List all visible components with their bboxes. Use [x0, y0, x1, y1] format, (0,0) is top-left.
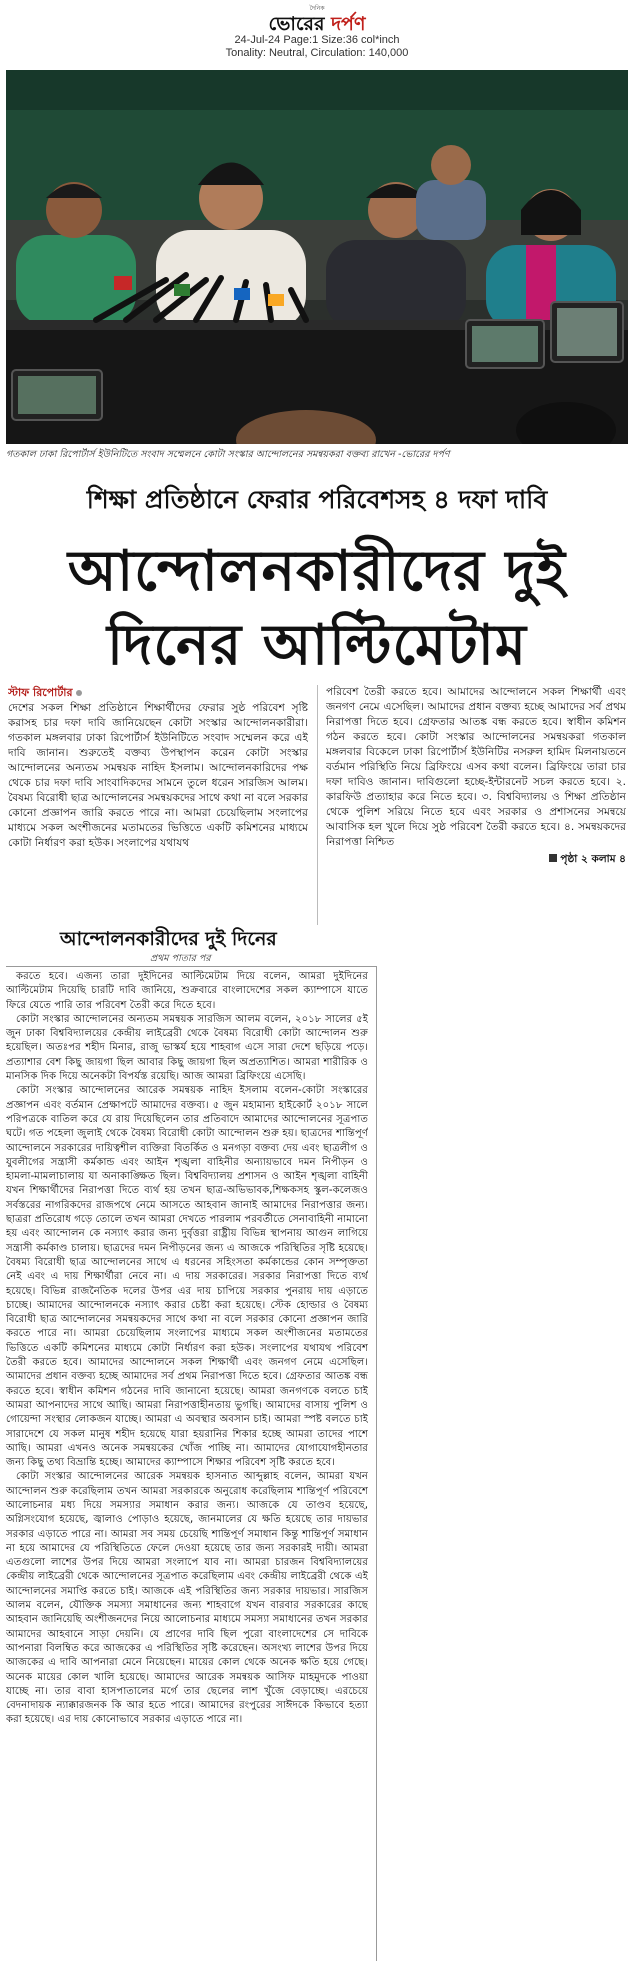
continuation-paragraph: করতে হবে। এজন্য তারা দুইদিনের আল্টিমেটাম দিয়ে বলেন, আমরা দুইদিনের আল্টিমেটাম দিয়েছি চারটি দাবি জানিয়ে, শুক্রবারে বাংলাদেশের সকল ক্যাম্পাসে যাতে ফিরে যেতে পারি তার পরিবেশ তৈরী করে দিতে হবে। [6, 971, 368, 1011]
continuation-paragraph: কোটা সংস্কার আন্দোলনের অন্যতম সমন্বয়ক সারজিস আলম বলেন, ২০১৮ সালের ৫ই জুন ঢাকা বিশ্ববিদ্যালয়ের কেন্দ্রীয় লাইব্রেরী থেকে বৈষম্য বিরোধী কোটা আন্দোলন শুরু হয়েছিল। অতঃপর শহীদ মিনার, রাজু ভাস্কর্য হয়ে শাহবাগ এসে সারা দেশে ছড়িয়ে পড়ে। প্রত্যাশার বেশ কিছু জায়গা ছিল আবার কিছু জায়গা ছিল অপ্রত্যাশিত। আমরা শারীরিক ও মানসিক দিক দিয়ে অনেকটা বিপর্যস্ত রয়েছি। আজ আমরা ব্রিফিংয়ে এসেছি। [6, 1013, 368, 1083]
story-column-2 [326, 685, 626, 925]
continuation-body [6, 970, 368, 1958]
masthead [0, 0, 634, 68]
story-column-1 [8, 685, 308, 925]
headline-line-2: দিনের আল্টিমেটাম [107, 612, 527, 678]
continuation-paragraph: কোটা সংস্কার আন্দোলনের আরেক সমন্বয়ক হাসনাত আব্দুল্লাহ বলেন, আমরা যখন আন্দোলন শুরু করেছিলাম তখন আমরা সরকারকে অনুরোধ করেছিলাম শান্তিপূর্ণ পরিবেশে আলোচনার মধ্য দিয়ে সমস্যার সমাধান করার জন্য। আজকে যে তাণ্ডব হয়েছে, অগ্নিসংযোগ হয়েছে, জ্বালাও পোড়াও হয়েছে, জানমালের যে ক্ষতি হয়েছে তার দায়ভার সরকার এড়াতে পারে না। আমরা সব সময় চেয়েছি শান্তিপূর্ণ সমাধান কিন্তু শান্তিপূর্ণ সমাধান না হয়ে আমাদের যে পরিস্থিতিতে ফেলে দেওয়া হয়েছে তার জন্য সরকারই দায়ী। আমরা এতগুলো লাশের উপর দিয়ে আমরা সংলাপে যাব না। আমরা চারজন বিশ্ববিদ্যালয়ের কেন্দ্রীয় লাইব্রেরী থেকে আন্দোলনের সূত্রপাত করেছিলাম এবং কেন্দ্রীয় লাইব্রেরী থেকে এই আন্দোলনের সমাপ্তি করতে চাই। আজকে এই পরিস্থিতির জন্য সরকার দায়ভার। সারজিস আলম বলেন, যৌক্তিক সমস্যা সমাধানের জন্য শাহবাগে যখন বারবার সরকারের কাছে আহবান জানিয়েছি অংশীজনদের নিয়ে আলোচনার মাধ্যমে সমস্যা সমাধানের তখন সরকার আমাদের আহবানে সাড়া দেয়নি। যে প্রাণের দাবি ছিল পুরো বাংলাদেশের সে দাবিকে আপনারা বিলম্বিত করে আজকের এ পরিস্থিতির সৃষ্টি করেছেন। অসংখ্য লাশের উপর দিয়ে আজকের এ দাবি আপনারা মেনে নিয়েছেন। মায়ের কোল থেকে অনেক ক্ষতি হয়ে গেছে। অনেক মায়ের কোল খালি হয়েছে। আমাদের আরেক সমন্বয়ক আসিফ মাহমুদকে পাওয়া যাচ্ছে না। তার বাবা হাসপাতালের মর্গে তার ছেলের লাশ খুঁজে বেড়াচ্ছে। এরচেয়ে বেদনাদায়ক ন্যাক্কারজনক কি আর হতে পারে। আমাদের রংপুরের সাঈদকে কিভাবে হত্যা করা হয়েছে। এর দায় কোনোভাবে সরকার এড়াতে পারে না। [6, 1471, 368, 1726]
square-bullet-icon [549, 854, 557, 862]
byline-bullet-icon [76, 690, 82, 696]
logo-part-2: দর্পণ [331, 13, 366, 35]
byline: স্টাফ রিপোর্টার [8, 686, 73, 699]
story-column-1-text: দেশের সকল শিক্ষা প্রতিষ্ঠানে শিক্ষার্থীদের ফেরার সুষ্ঠ পরিবেশ সৃষ্টি করাসহ চার দফা দাবি জানিয়েছেন কোটা সংস্কার আন্দোলনকারীরা। গতকাল মঙ্গলবার ঢাকা রিপোর্টার্স ইউনিটিতে সংবাদ সম্মেলন করে এই দাবি জানান। শুরুতেই বক্তব্য উপস্থাপন করেন কোটা সংস্কার আন্দোলনের অন্যতম সমন্বয়ক নাহিদ ইসলাম। আন্দোলনকারিদের পক্ষ থেকে চার দফা দাবি সাংবাদিকদের সামনে তুলে ধরেন সারজিস আলম। বৈষম্য বিরোধী ছাত্র আন্দোলনের সমন্বয়কদের সাথে কথা না বলে সরকার কোনো প্রজ্ঞাপন জারি করতে পারে না। আমরা চেয়েছিলাম সংলাপের মাধ্যমে সকল অংশীজনের মতামতের ভিত্তিতে একটি কমিশনের মাধ্যমে কোটা নির্ধারণ করা হউক। সংলাপের যথাযথ [8, 702, 308, 849]
clip-meta-tonality: Tonality: Neutral, Circulation: 140,000 [225, 47, 409, 59]
newspaper-logo [0, 14, 634, 34]
continuation-paragraph: কোটা সংস্কার আন্দোলনের আরেক সমন্বয়ক নাহিদ ইসলাম বলেন-কোটা সংস্কারের প্রজ্ঞাপন এবং বর্তমান প্রেক্ষাপটে আমাদের বক্তব্য। ৫ জুন মহামান্য হাইকোর্ট ২০১৮ সালে পরিপত্রকে বাতিল করে যে রায় দিয়েছিলেন তার প্রতিবাদে আমাদের আন্দোলনের সূত্রপাত ঘটে। গত পহেলা জুলাই থেকে বৈষম্য বিরোধী কোটা আন্দোলন শুরু হয়। ছাত্রদের শান্তিপূর্ণ আন্দোলনে সরকারের দায়িত্বশীল ব্যক্তিরা বিতর্কিত ও মনগড়া বক্তব্য দেয় এবং ছাত্রলীগ ও যুবলীগের সন্ত্রাসী কর্মকান্ড এবং আইন শৃঙ্খলা বাহিনীর অন্যায়ভাবে দমন নিপীড়ন ও হামলা-মামলাচালায় যা অনাকাঙ্ক্ষিত ছিল। বিশ্ববিদ্যালয় প্রশাসন ও আইন শৃঙ্খলা বাহিনী যখন শিক্ষার্থীদের নিরাপত্তা দিতে ব্যর্থ হয় তখন ছাত্র-অভিভাবক,শিক্ষকসহ স্কুল-কলেজও সর্বস্তরের নাগরিকদের রাজপথে নেমে আসতে আহবান জানাই আমাদের নিরাপত্তার জন্য। ছাত্ররা প্রতিরোধ গড়ে তোলে তখন আমরা দেখতে পারলাম পরবর্তীতে সেনাবাহিনী নামানো হয় এবং আন্দোলন কে নস্যাৎ করার জন্য দুর্বৃত্তরা রাষ্ট্রীয় বিভিন্ন স্থাপনায় আগুন লাগিয়ে সন্ত্রাসী কর্মকাণ্ড চালায়। ছাত্রদের দমন নিপীড়নের জন্য এ আজকে পরিস্থিতির সৃষ্টি হয়েছে। বৈষম্য বিরোধী ছাত্র আন্দোলনের সাথে এ ধরনের সহিংসতা কর্মকান্ডের কোন সম্পৃক্ততা নেই এবং এ দায় শিক্ষার্থীরা নেবে না। এ দায় সরকারের। সরকার নিরাপত্তা দিতে ব্যর্থ হয়েছে। বিভিন্ন রাজনৈতিক দলের উপর এর দায় চাপিয়ে সরকার পুনরায় দায় এড়াতে চাচ্ছে। আমাদের আন্দোলনকে নস্যাৎ করার চেষ্টা করা হয়েছে। স্টেক হোল্ডার ও বৈষম্য বিরোধী ছাত্র আন্দোলনের সমন্বয়কদের সাথে কথা না বলে সরকার কোনো প্রজ্ঞাপন জারি করতে পারে না। আমরা চেয়েছিলাম সংলাপের মাধ্যমে সকল অংশীজনের মতামতের ভিত্তিতে একটি কমিশনের মাধ্যমে কোটা নির্ধারণ করা হউক। সংলাপের যথাযথ পরিবেশ তৈরী করতে হবে। আমাদের আন্দোলনে সকল শিক্ষার্থী এবং জনগণ নেমে এসেছিল। আমাদের প্রধান বক্তব্য হচ্ছে আমাদের সর্ব প্রথম নিরাপত্তা দিতে হবে। গ্রেফতার আতঙ্ক বন্ধ করতে হবে। স্বাধীন কমিশন গঠনের দাবি জানানো হয়েছে। আমরা জনগণকে বলতে চাই আমরা আপনাদের সাথে আছি। আমরা নিরাপত্তাহীনতায় ভুগছি। আমাদের বাসায় পুলিশ ও গোয়েন্দা সংস্থার লোকজন যাচ্ছে। আমরা এ অবস্থার অবসান চাই। আমরা স্পষ্ট বলতে চাই সারাদেশে যে সকল মানুষ শহীদ হয়েছে যারা হয়রানির শিকার হচ্ছে আমরা তাদের পাশে আছি। আমরা এখনও অনেক সমন্বয়কের খোঁজ পাচ্ছি না। আমাদের যোগাযোগহীনতার জন্য কিছু তথ্য বিভ্রান্তি হচ্ছে। আমাদের ক্যাম্পাসে শিক্ষার পরিবেশ সৃষ্টি করতে হবে। [6, 1085, 368, 1469]
column-divider [317, 685, 318, 925]
paper-tagline: দৈনিক [309, 5, 325, 12]
clip-meta-date-page: 24-Jul-24 Page:1 Size:36 col*inch [234, 34, 400, 46]
front-page-story [8, 685, 626, 925]
logo-part-1: ভোরের [268, 13, 325, 35]
photo-caption: গতকাল ঢাকা রিপোর্টার্স ইউনিটিতে সংবাদ সম্মেলনে কোটা সংস্কার আন্দোলনের সমন্বয়করা বক্তব্য রাখেন -ভোরের দর্পণ [6, 449, 450, 460]
jump-label: পৃষ্ঠা ২ কলাম ৪ [560, 853, 626, 865]
continuation-subheading: প্রথম পাতার পর [150, 953, 211, 964]
headline-line-1: আন্দোলনকারীদের দুই [67, 538, 567, 604]
press-conference-photo [6, 70, 628, 444]
story-column-2-text: পরিবেশ তৈরী করতে হবে। আমাদের আন্দোলনে সকল শিক্ষার্থী এবং জনগণ নেমে এসেছিল। আমাদের প্রধান বক্তব্য হচ্ছে আমাদের সর্ব প্রথম নিরাপত্তা দিতে হবে। গ্রেফতার আতঙ্ক বন্ধ করতে হবে। স্বাধীন কমিশন গঠন করতে হবে। কোটা সংস্কার আন্দোলনের সমন্বয়করা গতকাল মঙ্গলবার বিকেলে ঢাকা রিপোর্টার্স ইউনিটির নসরুল হামিদ মিলনায়তনে বর্তমান পরিস্থিতি নিয়ে ব্রিফিংয়ে এসব কথা বলেন। ব্রিফিংয়ে তারা চার দফা দাবিও জানান। দাবিগুলো হচ্ছে-ইন্টারনেট সচল করতে হবে। ২. কারফিউ প্রত্যাহার করে নিতে হবে। ৩. বিশ্ববিদ্যালয় ও শিক্ষা প্রতিষ্ঠান থেকে পুলিশ সরিয়ে নিতে হবে এবং সরকার ও প্রশাসনের সমন্বয়ে আবাসিক হল খুলে দিয়ে সুষ্ঠ পরিবেশ তৈরী করতে হবে। ৪. সমন্বয়কদের নিরাপত্তা নিশ্চিত [326, 686, 626, 848]
headline-kicker: শিক্ষা প্রতিষ্ঠানে ফেরার পরিবেশসহ ৪ দফা দাবি [86, 485, 548, 514]
continued-on-link[interactable] [326, 852, 626, 867]
main-headline [8, 534, 626, 682]
continuation-heading: আন্দোলনকারীদের দুই দিনের [60, 928, 277, 950]
